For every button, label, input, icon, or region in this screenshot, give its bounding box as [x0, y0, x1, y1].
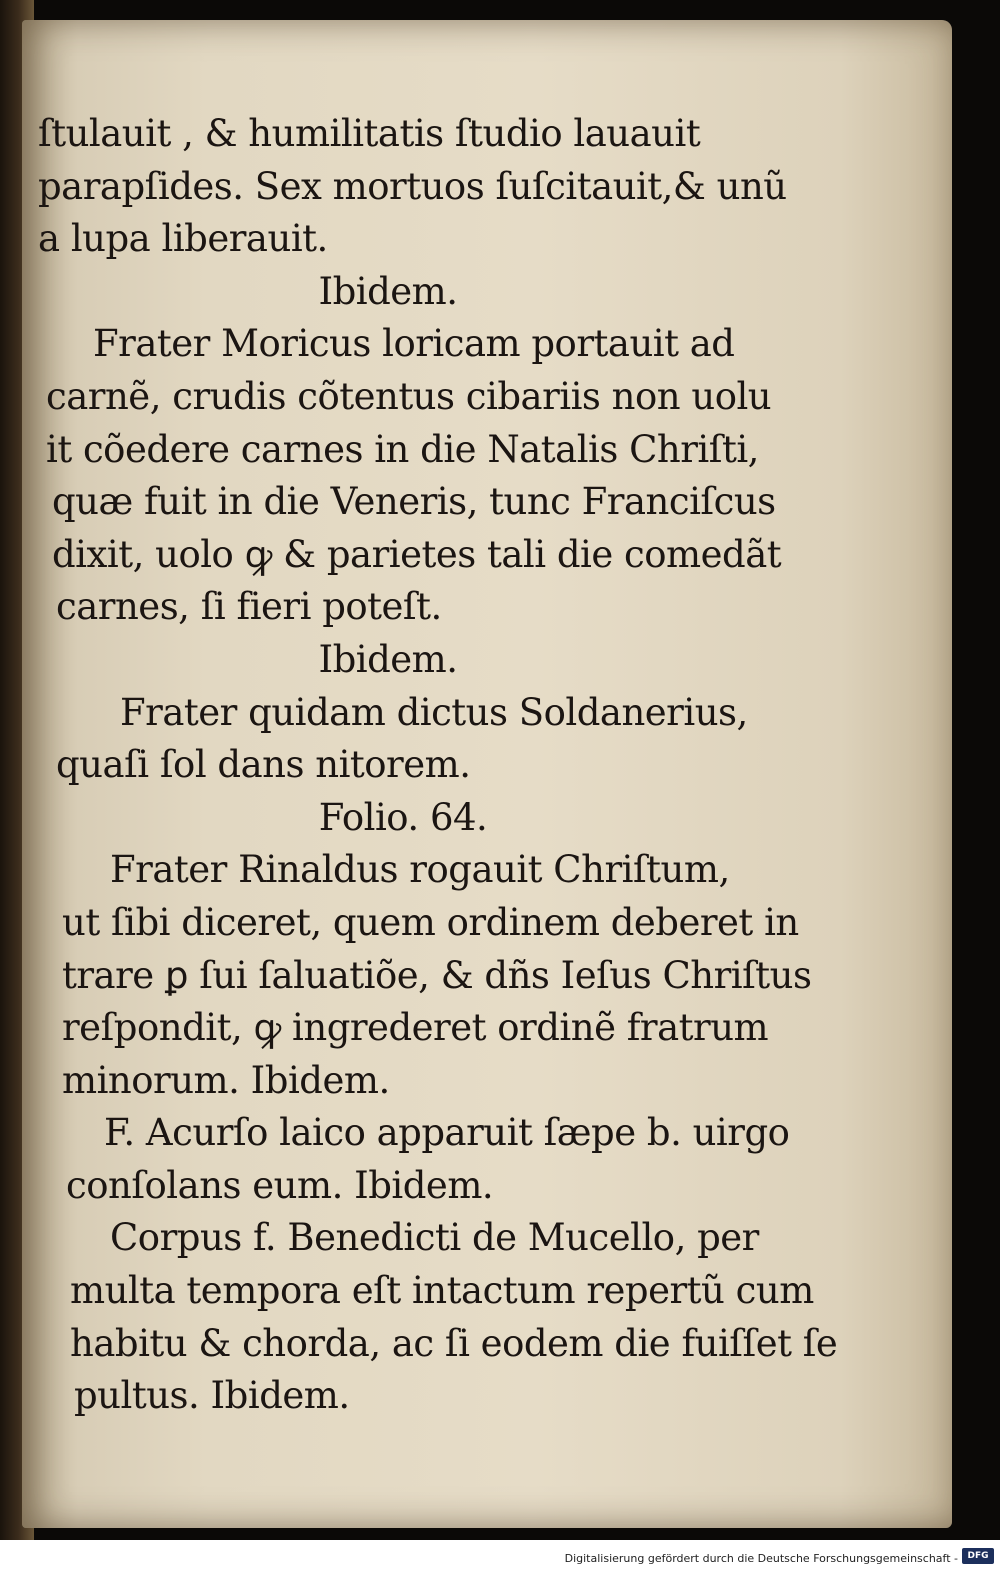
- text-line: Ibidem.: [318, 269, 458, 313]
- text-line: quaſi ſol dans nitorem.: [56, 743, 471, 787]
- text-line: habitu & chorda, ac ſi eodem die fuiſſet ſe: [70, 1321, 838, 1365]
- text-line: Frater quidam dictus Soldanerius,: [120, 690, 748, 734]
- text-line: pultus. Ibidem.: [74, 1374, 350, 1418]
- digitization-credit: Digitalisierung gefördert durch die Deutsche Forschungsgemeinschaft -: [564, 1552, 958, 1565]
- text-line: conſolans eum. Ibidem.: [66, 1163, 494, 1207]
- text-line: trare ꝑ ſui ſaluatiõe, & dñs Ieſus Chriſtus: [62, 953, 812, 997]
- text-line: it cõedere carnes in die Natalis Chriſti,: [46, 427, 759, 471]
- text-line: dixit, uolo ꝙ & parietes tali die comedãt: [52, 532, 782, 576]
- text-line: reſpondit, ꝙ ingrederet ordinẽ fratrum: [62, 1006, 769, 1050]
- text-line: quæ fuit in die Veneris, tunc Franciſcus: [52, 480, 776, 524]
- text-line: multa tempora eſt intactum repertũ cum: [70, 1269, 814, 1313]
- text-line: Frater Rinaldus rogauit Chriſtum,: [110, 848, 730, 892]
- text-line: Corpus f. Benedicti de Mucello, per: [110, 1216, 759, 1260]
- text-line: F. Acurſo laico apparuit ſæpe b. uirgo: [104, 1111, 790, 1155]
- text-line: carnẽ, crudis cõtentus cibariis non uolu: [46, 374, 772, 418]
- text-line: minorum. Ibidem.: [62, 1058, 390, 1102]
- text-line: a lupa liberauit.: [38, 217, 328, 261]
- page-text-block: [38, 108, 838, 1423]
- text-line: Folio. 64.: [318, 795, 488, 839]
- text-line: Ibidem.: [318, 637, 458, 681]
- text-line: parapſides. Sex mortuos ſuſcitauit,& unũ: [38, 164, 787, 208]
- dfg-logo: DFG: [962, 1548, 994, 1564]
- text-line: Frater Moricus loricam portauit ad: [93, 322, 735, 366]
- text-line: ut ſibi diceret, quem ordinem deberet in: [62, 900, 799, 944]
- text-line: ſtulauit , & humilitatis ſtudio lauauit: [38, 112, 701, 155]
- text-line: carnes, ſi fieri poteſt.: [56, 585, 442, 629]
